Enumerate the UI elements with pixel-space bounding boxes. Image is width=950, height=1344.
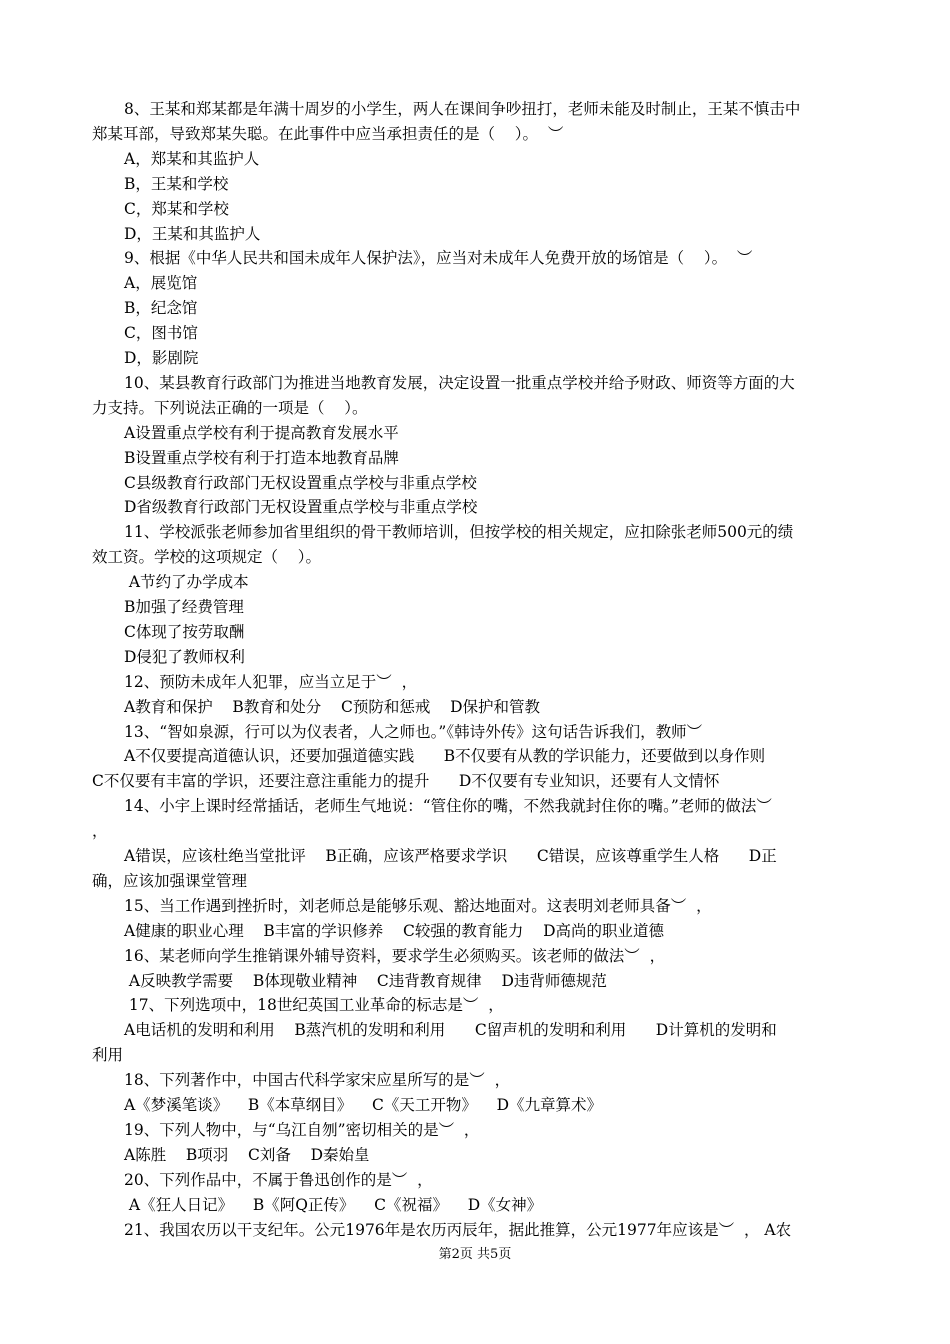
text-line: 21、我国农历以干支纪年。公元1976年是农历丙辰年，据此推算，公元1977年应该是︶ ， A农 [124,1220,792,1239]
page-footer: 第2页 共5页 [438,1247,512,1262]
text-line: 20、下列作品中，不属于鲁迅创作的是︶ ， [124,1170,433,1189]
text-line: A教育和保护 B教育和处分 C预防和惩戒 D保护和管教 [124,697,540,716]
text-line: A《狂人日记》 B《阿Q正传》 C《祝福》 D《女神》 [124,1195,543,1214]
text-line: 利用 [92,1046,124,1065]
text-line: 19、下列人物中，与“乌江自刎”密切相关的是︶ ， [124,1120,480,1139]
text-line: D省级教育行政部门无权设置重点学校与非重点学校 [124,498,478,517]
text-line: D，影剧院 [124,349,199,367]
text-line: A陈胜 B项羽 C刘备 D秦始皇 [124,1145,370,1164]
text-line: 14、小宇上课时经常插话，老师生气地说：“管住你的嘴，不然我就封住你的嘴。”老师的做法︶ [124,797,772,816]
text-line: 9、根据《中华人民共和国未成年人保护法》，应当对未成年人免费开放的场馆是（ ）。 ︶ [124,249,753,268]
text-line: 效工资。学校的这项规定（ ）。 [92,548,321,567]
text-line: 8、王某和郑某都是年满十周岁的小学生，两人在课间争吵扭打，老师未能及时制止，王某不慎击中 [124,100,801,118]
text-line: A，展览馆 [124,274,198,293]
text-line: 16、某老师向学生推销课外辅导资料，要求学生必须购买。该老师的做法︶ ， [124,946,666,965]
text-line: 17、下列选项中，18世纪英国工业革命的标志是︶ ， [124,996,504,1015]
text-line: A反映教学需要 B体现敬业精神 C违背教育规律 D违背师德规范 [124,971,607,990]
text-line: C，郑某和学校 [124,199,229,218]
text-line: A电话机的发明和利用 B蒸汽机的发明和利用 C留声机的发明和利用 D计算机的发明和 [124,1021,777,1040]
text-line: A错误，应该杜绝当堂批评 B正确，应该严格要求学识 C错误，应该尊重学生人格 D正 [124,847,777,865]
text-line: A健康的职业心理 B丰富的学识修养 C较强的教育能力 D高尚的职业道德 [124,921,664,940]
text-line: A设置重点学校有利于提高教育发展水平 [124,423,399,442]
text-line: 13、“智如泉源，行可以为仪表者，人之师也。”《韩诗外传》这句话告诉我们，教师︶ [124,722,703,741]
text-line: C体现了按劳取酬 [124,622,245,641]
text-line: 郑某耳部，导致郑某失聪。在此事件中应当承担责任的是（ ）。 ︶ [92,124,564,143]
text-line: B，王某和学校 [124,174,229,193]
text-line: D，王某和其监护人 [124,224,261,243]
text-line: 12、预防未成年人犯罪，应当立足于︶ ， [124,672,418,691]
text-line: B，纪念馆 [124,299,198,318]
text-line: 11、学校派张老师参加省里组织的骨干教师培训，但按学校的相关规定，应扣除张老师500元的绩 [124,523,794,542]
text-line: C县级教育行政部门无权设置重点学校与非重点学校 [124,473,477,492]
text-line: C不仅要有丰富的学识，还要注意注重能力的提升 D不仅要有专业知识，还要有人文情怀 [92,772,720,791]
text-line: A节约了办学成本 [124,573,249,592]
text-line: B加强了经费管理 [124,598,244,616]
text-line: A，郑某和其监护人 [124,149,260,168]
text-line: B设置重点学校有利于打造本地教育品牌 [124,448,399,467]
text-line: A《梦溪笔谈》 B《本草纲目》 C《天工开物》 D《九章算术》 [124,1096,602,1114]
text-line: ， [92,822,108,841]
text-line: A不仅要提高道德认识，还要加强道德实践 B不仅要有从教的学识能力，还要做到以身作则 [124,747,766,766]
text-line: 力支持。下列说法正确的一项是（ ）。 [92,398,368,417]
text-line: 18、下列著作中，中国古代科学家宋应星所写的是︶ ， [124,1071,511,1090]
text-line: 确，应该加强课堂管理 [92,871,248,890]
text-line: 15、当工作遇到挫折时，刘老师总是能够乐观、豁达地面对。这表明刘老师具备︶ ， [124,896,712,915]
text-line: C，图书馆 [124,324,198,343]
text-line: 10、某县教育行政部门为推进当地教育发展，决定设置一批重点学校并给予财政、师资等方面的大 [124,373,795,392]
text-line: D侵犯了教师权利 [124,647,245,666]
